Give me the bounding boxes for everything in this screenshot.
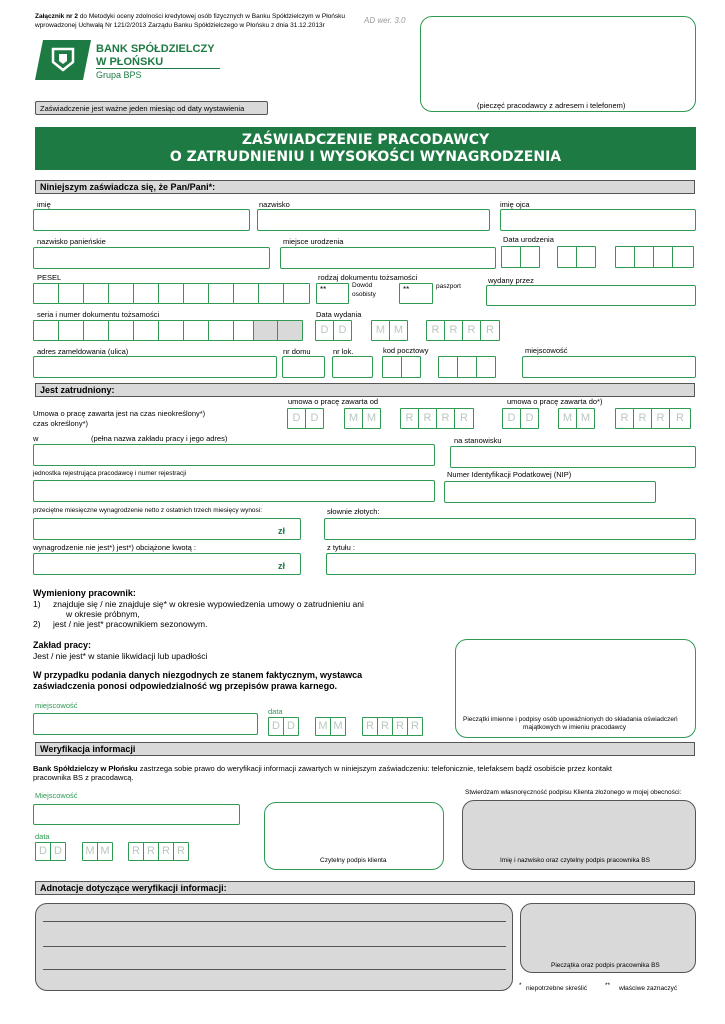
item1-text: znajduje się / nie znajduje się* w okresie wypowiedzenia umowy o zatrudnieniu ani — [53, 599, 364, 609]
issue-year[interactable]: R — [462, 320, 481, 341]
stmt-month[interactable]: M — [315, 717, 331, 736]
verif-day[interactable]: D — [50, 842, 66, 861]
employee-heading: Wymieniony pracownik: — [33, 588, 136, 598]
contract-from-month[interactable]: M — [362, 408, 381, 429]
label-maiden-name: nazwisko panieńskie — [37, 237, 106, 246]
doc-series-cell[interactable] — [277, 320, 303, 341]
apt-no-field[interactable] — [332, 356, 373, 378]
registry-field[interactable] — [33, 480, 435, 502]
label-issue-date: Data wydania — [316, 310, 362, 319]
passport-checkbox[interactable]: ** — [399, 283, 433, 304]
pesel-digit[interactable] — [133, 283, 159, 304]
birth-year-1[interactable] — [615, 246, 635, 268]
label-avg-salary: przeciętne miesięczne wynagrodzenie netto z ostatnich trzech miesięcy wynosi: — [33, 507, 263, 514]
employer-field[interactable] — [33, 444, 435, 466]
bank-group: Grupa BPS — [96, 70, 142, 80]
doc-series-cell[interactable] — [33, 320, 59, 341]
signature-caption-2: majątkowych w imieniu pracodawcy — [523, 724, 626, 731]
currency-label: zł — [278, 526, 286, 536]
label-title-of: z tytułu : — [327, 543, 355, 552]
postal-code-digit[interactable] — [438, 356, 458, 378]
maiden-name-field[interactable] — [33, 247, 270, 269]
label-position: na stanowisku — [454, 436, 502, 445]
issue-month[interactable]: M — [389, 320, 408, 341]
label-doc-series: seria i numer dokumentu tożsamości — [37, 310, 160, 319]
item2-number: 2) — [33, 619, 41, 629]
birth-year-2[interactable] — [634, 246, 654, 268]
item1-text-b: w okresie próbnym, — [66, 609, 140, 619]
section-employment: Jest zatrudniony: — [35, 383, 695, 397]
stmt-day[interactable]: D — [283, 717, 299, 736]
verif-year[interactable]: R — [128, 842, 144, 861]
doc-series-cell[interactable] — [133, 320, 159, 341]
contract-from-month[interactable]: M — [344, 408, 363, 429]
liability-line1: W przypadku podania danych niezgodnych ze stanem faktycznym, wystawca — [33, 670, 363, 680]
doc-series-cell[interactable] — [158, 320, 184, 341]
label-birth-place: miejsce urodzenia — [283, 237, 344, 246]
label-doc-type: rodzaj dokumentu tożsamości — [318, 273, 418, 282]
section-personal: Niniejszym zaświadcza się, że Pan/Pani*: — [35, 180, 695, 194]
label-city: miejscowość — [525, 346, 568, 355]
issue-year[interactable]: R — [480, 320, 500, 341]
label-definite: czas określony*) — [33, 419, 89, 428]
footnote-2-mark: ** — [605, 982, 611, 989]
label-issued-by: wydany przez — [488, 276, 534, 285]
section-notes: Adnotacje dotyczące weryfikacji informacji: — [35, 881, 695, 895]
label-birth-date: Data urodzenia — [503, 235, 554, 244]
pesel-digit[interactable] — [208, 283, 234, 304]
contract-to-month[interactable]: M — [558, 408, 577, 429]
stmt-year[interactable]: R — [407, 717, 423, 736]
contract-to-year[interactable]: R — [669, 408, 691, 429]
label-verif-date: data — [35, 832, 50, 841]
doc-series-cell[interactable] — [108, 320, 134, 341]
birth-day-1[interactable] — [501, 246, 521, 268]
label-verif-place: Miejscowość — [35, 791, 78, 800]
label-pesel: PESEL — [37, 273, 62, 282]
contract-to-month[interactable]: M — [576, 408, 595, 429]
bank-stamp-caption: Pieczątka oraz podpis pracownika BS — [551, 962, 660, 969]
postal-code-digit[interactable] — [457, 356, 477, 378]
pesel-digit[interactable] — [33, 283, 59, 304]
pesel-digit[interactable] — [58, 283, 84, 304]
stamp-caption: (pieczęć pracodawcy z adresem i telefonem) — [477, 101, 626, 110]
label-last-name: nazwisko — [259, 200, 290, 209]
issued-by-field[interactable] — [486, 285, 696, 306]
bank-name-1: BANK SPÓŁDZIELCZY — [96, 43, 215, 55]
stmt-year[interactable]: R — [377, 717, 393, 736]
notes-line — [43, 969, 506, 970]
avg-salary-field[interactable] — [33, 518, 301, 540]
issue-day[interactable]: D — [315, 320, 334, 341]
contract-to-day[interactable]: D — [520, 408, 539, 429]
label-contract-to: umowa o pracę zawarta do*) — [507, 397, 603, 406]
pesel-digit[interactable] — [158, 283, 184, 304]
postal-code-digit[interactable] — [401, 356, 421, 378]
label-employer: (pełna nazwa zakładu pracy i jego adres) — [91, 434, 228, 443]
doc-series-cell[interactable] — [253, 320, 279, 341]
plant-text: Jest / nie jest* w stanie likwidacji lub upadłości — [33, 651, 208, 661]
title-line2: O ZATRUDNIENIU I WYSOKOŚCI WYNAGRODZENIA — [169, 149, 562, 165]
last-name-field[interactable] — [257, 209, 490, 231]
doc-series-cell[interactable] — [183, 320, 209, 341]
doc-series-cell[interactable] — [58, 320, 84, 341]
verif-place-field[interactable] — [33, 804, 240, 825]
liability-line2: zaświadczenia ponosi odpowiedzialność wg przepisów prawa karnego. — [33, 681, 338, 691]
issue-day[interactable]: D — [333, 320, 352, 341]
postal-code-digit[interactable] — [476, 356, 496, 378]
street-field[interactable] — [33, 356, 277, 378]
contract-to-year[interactable]: R — [651, 408, 670, 429]
father-name-field[interactable] — [500, 209, 696, 231]
house-no-field[interactable] — [282, 356, 325, 378]
section-verification: Weryfikacja informacji — [35, 742, 695, 756]
place-field[interactable] — [33, 713, 258, 735]
validity-note: Zaświadczenie jest ważne jeden miesiąc od daty wystawienia — [35, 101, 268, 115]
doc-series-cell[interactable] — [208, 320, 234, 341]
verif-year[interactable]: R — [143, 842, 159, 861]
pesel-digit[interactable] — [258, 283, 284, 304]
contract-from-day[interactable]: D — [287, 408, 306, 429]
contract-to-day[interactable]: D — [502, 408, 521, 429]
bs-employee-caption: Imię i nazwisko oraz czytelny podpis pracownika BS — [500, 857, 650, 864]
stmt-month[interactable]: M — [330, 717, 346, 736]
title-line1: ZAŚWIADCZENIE PRACODAWCY — [241, 132, 490, 148]
label-house-no: nr domu — [283, 347, 311, 356]
pesel-digit[interactable] — [233, 283, 259, 304]
issue-year[interactable]: R — [444, 320, 463, 341]
confirm-text: Stwierdzam własnoręczność podpisu Klienta złożonego w mojej obecności: — [465, 789, 682, 796]
item1-number: 1) — [33, 599, 41, 609]
stmt-day[interactable]: D — [268, 717, 284, 736]
footnote-1-mark: * — [519, 982, 522, 989]
in-words-field[interactable] — [324, 518, 696, 540]
label-first-name: imię — [37, 200, 51, 209]
client-signature-caption: Czytelny podpis klienta — [320, 857, 387, 864]
verif-month[interactable]: M — [97, 842, 113, 861]
bank-logo-icon — [35, 40, 91, 80]
id-card-checkbox[interactable]: ** — [316, 283, 349, 304]
pesel-digit[interactable] — [108, 283, 134, 304]
city-field[interactable] — [522, 356, 696, 378]
birth-month-2[interactable] — [576, 246, 596, 268]
stmt-year[interactable]: R — [392, 717, 408, 736]
label-passport: paszport — [436, 283, 461, 290]
issue-month[interactable]: M — [371, 320, 390, 341]
position-field[interactable] — [450, 446, 696, 468]
label-father-name: imię ojca — [500, 200, 530, 209]
annex-note-line2: wprowadzonej Uchwałą Nr 121/2/2013 Zarządu Banku Spółdzielczego w Płońsku z dnia 31.12.2013r — [35, 22, 325, 29]
employer-stamp-box[interactable] — [420, 16, 696, 112]
logo-divider — [96, 68, 220, 69]
doc-series-cell[interactable] — [83, 320, 109, 341]
form-title — [35, 127, 696, 170]
contract-from-year[interactable]: R — [454, 408, 474, 429]
birth-month-1[interactable] — [557, 246, 577, 268]
plant-heading: Zakład pracy: — [33, 640, 92, 650]
currency-label: zł — [278, 561, 286, 571]
verif-month[interactable]: M — [82, 842, 98, 861]
signature-caption-1: Pieczątki imienne i podpisy osób upoważnionych do składania oświadczeń — [463, 716, 678, 723]
title-of-field[interactable] — [326, 553, 696, 575]
label-registry: jednostka rejestrująca pracodawcę i numer rejestracji — [33, 470, 187, 477]
first-name-field[interactable] — [33, 209, 250, 231]
verification-text: Bank Spółdzielczy w Płońsku zastrzega sobie prawo do weryfikacji informacji zawartych w niniejszym zaświadczeniu: telefonicznie, telefaksem bądź osobiście przez kontakt — [33, 764, 612, 773]
pesel-digit[interactable] — [83, 283, 109, 304]
issue-year[interactable]: R — [426, 320, 445, 341]
contract-from-day[interactable]: D — [305, 408, 324, 429]
stmt-year[interactable]: R — [362, 717, 378, 736]
bank-name-2: W PŁOŃSKU — [96, 56, 164, 68]
verif-year[interactable]: R — [158, 842, 174, 861]
postal-code-digit[interactable] — [382, 356, 402, 378]
label-id-card-2: osobisty — [352, 291, 376, 298]
birth-day-2[interactable] — [520, 246, 540, 268]
notes-line — [43, 921, 506, 922]
contract-from-year[interactable]: R — [436, 408, 455, 429]
charged-field[interactable] — [33, 553, 301, 575]
verif-day[interactable]: D — [35, 842, 51, 861]
label-id-card: Dowód — [352, 282, 373, 289]
pesel-digit[interactable] — [183, 283, 209, 304]
contract-from-year[interactable]: R — [400, 408, 419, 429]
notes-line — [43, 946, 506, 947]
pesel-digit[interactable] — [283, 283, 310, 304]
contract-from-year[interactable]: R — [418, 408, 437, 429]
label-postal-code: kod pocztowy — [383, 346, 429, 355]
label-contract-from: umowa o pracę zawarta od — [288, 397, 379, 406]
label-employer-prefix: w — [33, 434, 39, 443]
label-indefinite: Umowa o pracę zawarta jest na czas nieokreślony*) — [33, 409, 206, 418]
footnote-2: właściwe zaznaczyć — [619, 985, 678, 992]
footnote-1: niepotrzebne skreślić — [526, 985, 588, 992]
annex-note: Załącznik nr 2 do Metodyki oceny zdolności kredytowej osób fizycznych w Banku Spółdzielczym w Płońsku — [35, 13, 345, 20]
verification-text-2: pracownika BS z pracodawcą. — [33, 773, 134, 782]
label-nip: Numer Identyfikacji Podatkowej (NIP) — [447, 470, 572, 479]
version-label: AD wer. 3.0 — [364, 16, 406, 25]
label-apt-no: nr lok. — [333, 347, 354, 356]
label-date: data — [268, 707, 283, 716]
birth-year-3[interactable] — [653, 246, 673, 268]
notes-box[interactable] — [35, 903, 513, 991]
nip-field[interactable] — [444, 481, 656, 503]
label-in-words: słownie złotych: — [327, 507, 380, 516]
label-charged: wynagrodzenie nie jest*) jest*) obciążone kwotą : — [33, 543, 197, 552]
birth-place-field[interactable] — [280, 247, 496, 269]
contract-to-year[interactable]: R — [615, 408, 634, 429]
label-place: miejscowość — [35, 701, 78, 710]
label-street: adres zameldowania (ulica) — [37, 347, 129, 356]
contract-to-year[interactable]: R — [633, 408, 652, 429]
birth-year-4[interactable] — [672, 246, 694, 268]
verif-year[interactable]: R — [173, 842, 189, 861]
item2-text: jest / nie jest* pracownikiem sezonowym. — [53, 619, 208, 629]
